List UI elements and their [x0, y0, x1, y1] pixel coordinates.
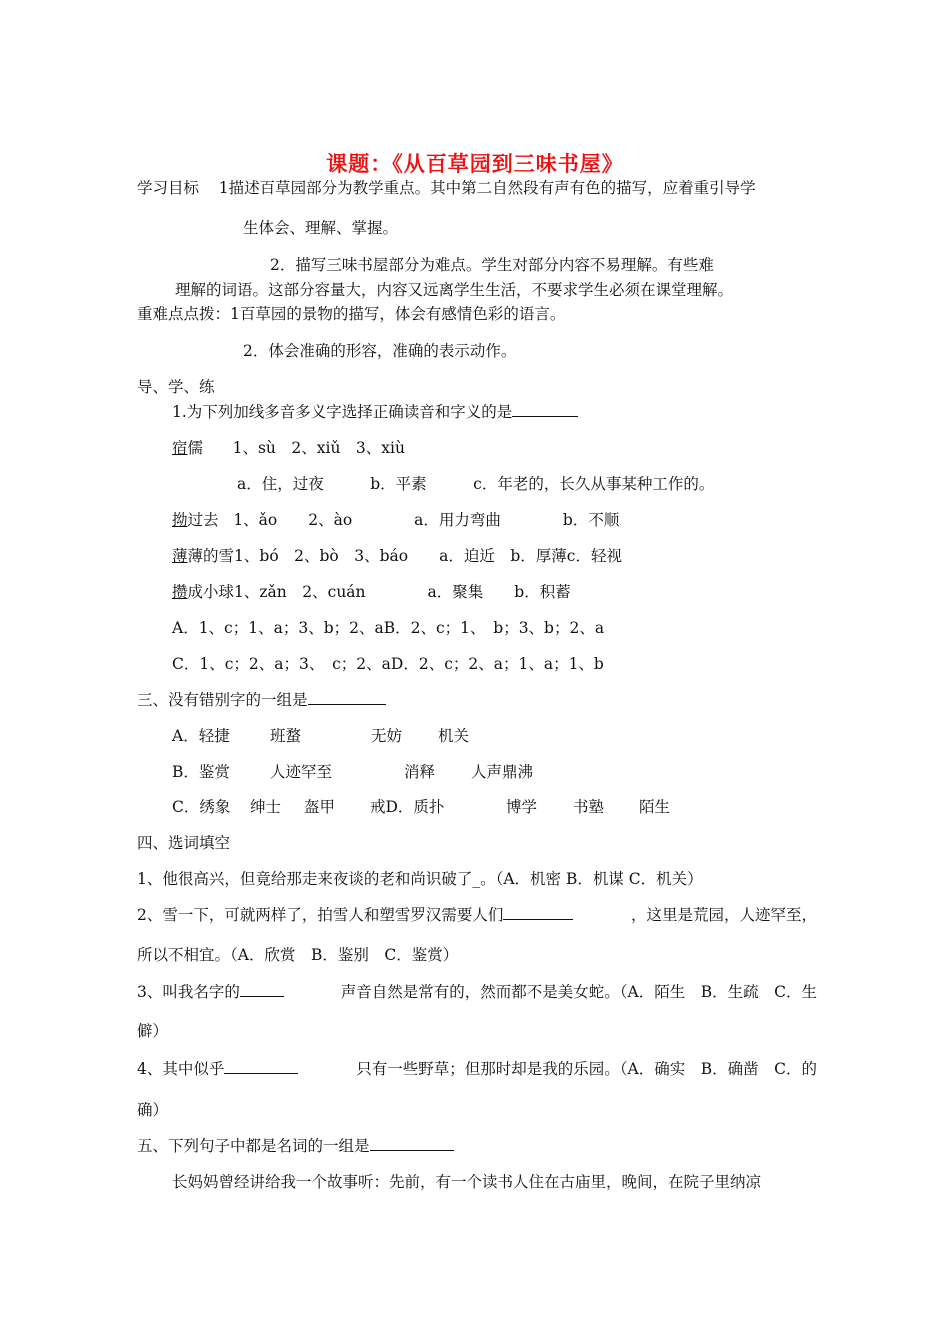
key-points-line-1: 重难点点拨：1百草园的景物的描写，体会有感情色彩的语言。: [137, 305, 566, 323]
goals-line-2: 生体会、理解、掌握。: [243, 219, 399, 237]
item-word: 过去: [187, 511, 219, 529]
item-word: 儒: [187, 439, 204, 457]
q3-option-b: [172, 762, 533, 782]
q1-item-4: [172, 582, 571, 602]
answer-blank[interactable]: [308, 690, 386, 705]
item-readings: 1、ǎo 2、ào a．用力弯曲 b．不顺: [233, 511, 620, 529]
answer-blank[interactable]: [224, 1059, 298, 1074]
sentence-text: 4、其中似乎: [137, 1060, 225, 1078]
word: 机关: [438, 727, 470, 745]
sentence-text: ，这里是荒园，人迹罕至，: [630, 906, 817, 924]
q5-passage: 长妈妈曾经讲给我一个故事听：先前，有一个读书人住在古庙里，晚间，在院子里纳凉: [172, 1173, 762, 1191]
sentence-text: 3、叫我名字的: [137, 983, 240, 1001]
q4-sentence-2: [137, 905, 817, 925]
word: 戒D．质扑: [370, 798, 445, 816]
key-points-line-2: 2．体会准确的形容，准确的表示动作。: [243, 342, 517, 360]
word: B．鉴赏: [172, 763, 230, 781]
q5-prompt: [137, 1136, 454, 1156]
answer-blank[interactable]: [370, 1136, 454, 1151]
q3-option-a: [172, 726, 469, 746]
word: 陌生: [639, 798, 671, 816]
word: 消释: [404, 763, 436, 781]
word: 绅士: [250, 798, 282, 816]
underlined-char: 攒: [172, 583, 188, 601]
item-readings: 1、zǎn 2、cuán a．聚集 b．积蓄: [234, 583, 571, 601]
q3-prompt-text: 三、没有错别字的一组是: [137, 691, 308, 709]
goals-label: 学习目标: [137, 179, 200, 197]
q1-item-1: [172, 438, 405, 458]
q4-heading: 四、选词填空: [137, 834, 231, 852]
item-readings: 1、sù 2、xiǔ 3、xiù: [232, 439, 405, 457]
underlined-char: 拗: [172, 511, 188, 529]
word: 班蝥: [270, 727, 302, 745]
word: C．绣象: [172, 798, 231, 816]
q4-sentence-4-cont: 确）: [137, 1101, 169, 1119]
sentence-text: 声音自然是常有的，然而都不是美女蛇。（A．陌生 B．生疏 C．生: [340, 983, 817, 1001]
answer-blank[interactable]: [240, 982, 284, 997]
page-title: [0, 148, 950, 178]
q4-sentence-4: [137, 1059, 817, 1079]
sentence-part: [137, 982, 284, 1002]
q5-prompt-text: 五、下列句子中都是名词的一组是: [137, 1137, 370, 1155]
q1-option-cd: C．1、c；2、a；3、 c；2、aD．2、c；2、a；1、a；1、b: [172, 655, 604, 673]
word: 书塾: [573, 798, 605, 816]
q4-sentence-1: 1、他很高兴，但竟给那走来夜谈的老和尚识破了_。（A．机密 B．机谋 C．机关）: [137, 870, 703, 888]
sentence-part: [137, 1059, 298, 1079]
underlined-char: 薄: [172, 547, 188, 565]
word: 人声鼎沸: [471, 763, 534, 781]
q1-prompt: [172, 402, 578, 422]
goal-1-text: 1描述百草园部分为教学重点。其中第二自然段有声有色的描写，应着重引导学: [218, 179, 756, 197]
answer-blank[interactable]: [512, 402, 578, 417]
goal-2-line-2: 理解的词语。这部分容量大，内容又远离学生生活，不要求学生必须在课堂理解。: [175, 281, 734, 299]
item-word: 薄的雪: [187, 547, 235, 565]
word: 博学: [506, 798, 538, 816]
q1-prompt-text: 1.为下列加线多音多义字选择正确读音和字义的是: [172, 403, 513, 421]
word: A．轻捷: [172, 727, 230, 745]
word: 盔甲: [304, 798, 336, 816]
q1-item-2: [172, 510, 619, 530]
sentence-part: [137, 905, 573, 925]
section-guide: 导、学、练: [137, 378, 215, 396]
item-word: 成小球: [187, 583, 235, 601]
word: 人迹罕至: [270, 763, 333, 781]
q3-option-cd: [172, 797, 670, 817]
title-prefix: 课题：: [326, 152, 393, 176]
q4-sentence-3-cont: 僻）: [137, 1022, 169, 1040]
sentence-text: 只有一些野草；但那时却是我的乐园。（A．确实 B．确凿 C．的: [356, 1060, 817, 1078]
title-text: 《从百草园到三味书屋》: [392, 152, 624, 176]
q1-item-3: [172, 546, 622, 566]
item-readings: 1、bó 2、bò 3、báo a．迫近 b．厚薄c．轻视: [234, 547, 622, 565]
q1-item-1-meanings: a．住，过夜 b．平素 c．年老的，长久从事某种工作的。: [237, 475, 715, 493]
goals-line-1: [137, 178, 756, 198]
word: 无妨: [371, 727, 403, 745]
q4-sentence-3: [137, 982, 817, 1002]
underlined-char: 宿: [172, 439, 188, 457]
answer-blank[interactable]: [503, 905, 573, 920]
goal-2-line-1: 2．描写三味书屋部分为难点。学生对部分内容不易理解。有些难: [270, 256, 714, 274]
q4-sentence-2-cont: 所以不相宜。（A．欣赏 B．鉴别 C．鉴赏）: [137, 946, 459, 964]
q3-prompt: [137, 690, 386, 710]
q1-option-ab: A．1、c；1、a；3、b；2、aB．2、c；1、 b；3、b；2、a: [172, 619, 605, 637]
sentence-text: 2、雪一下，可就两样了，拍雪人和塑雪罗汉需要人们: [137, 906, 504, 924]
